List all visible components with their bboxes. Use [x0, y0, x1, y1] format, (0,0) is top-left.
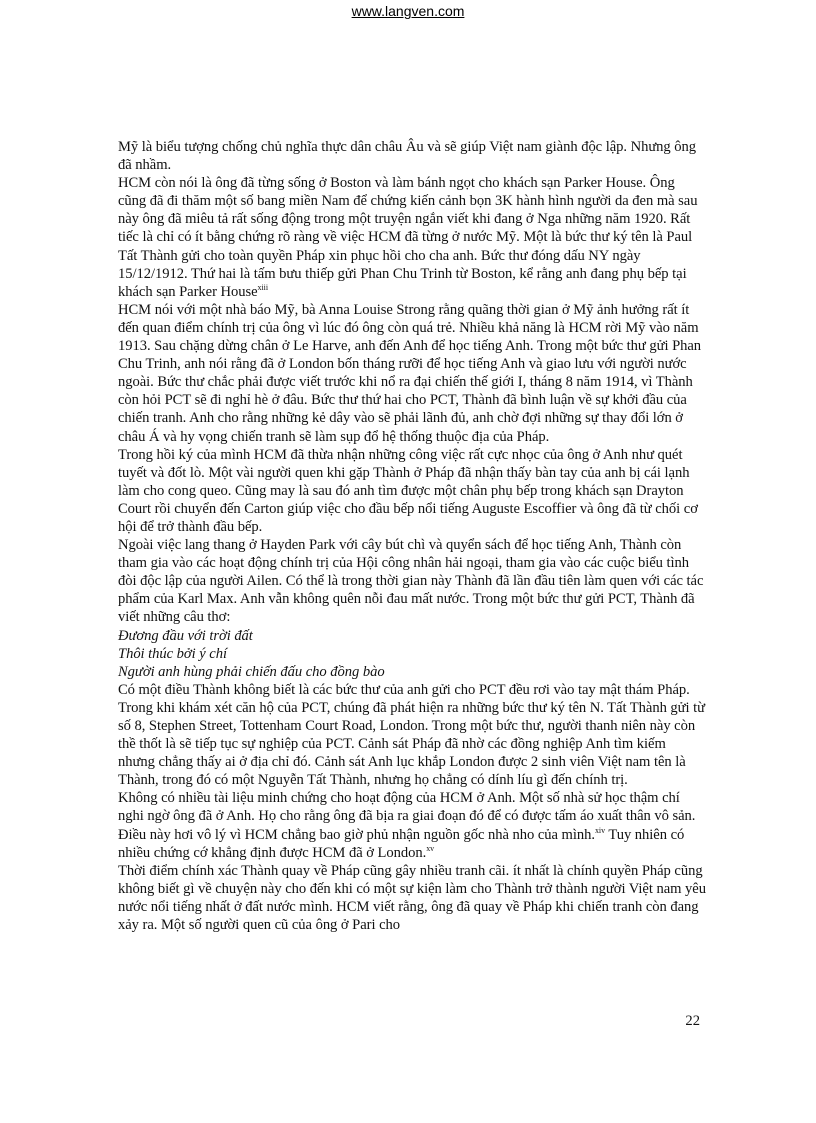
footnote-marker: xiv [594, 825, 606, 835]
page-number: 22 [685, 1013, 700, 1029]
paragraph: Ngoài việc lang thang ở Hayden Park với cây bút chì và quyển sách để học tiếng Anh, Thành còn tham gia vào các hoạt động chính trị của Hội công nhân hải ngoại, tham gia vào các cuộc biểu tình đòi độc lập của người Ailen. Có thể là trong thời gian này Thành đã lần đầu tiên làm quen với các tác phẩm của Karl Max. Anh vẫn không quên nỗi đau mất nước. Trong một bức thư gửi PCT, Thành đã viết những câu thơ: [118, 537, 704, 626]
poem-line: Đương đầu với trời đất [118, 627, 253, 644]
poem-line: Thôi thúc bởi ý chí [118, 645, 227, 662]
paragraph: Trong hồi ký của mình HCM đã thừa nhận những công việc rất cực nhọc của ông ở Anh như quét tuyết và đốt lò. Một vài người quen khi gặp Thành ở Pháp đã nhận thấy bàn tay của anh bị cái lạnh làm cho cong queo. Cũng may là sau đó anh tìm được một chân phụ bếp trong khách sạn Drayton Court rồi chuyển đến Carton giúp việc cho đầu bếp nổi tiếng Auguste Escoffier và ông đã từ chối cơ hội để trở thành đầu bếp. [118, 446, 698, 535]
poem-line: Người anh hùng phải chiến đấu cho đồng bào [118, 663, 385, 680]
paragraph: Thời điểm chính xác Thành quay về Pháp cũng gây nhiều tranh cãi. ít nhất là chính quyền Pháp cũng không biết gì về chuyện này cho đến khi có một sự kiện làm cho Thành trở thành người Việt nam yêu nước nổi tiếng nhất ở đất nước mình. HCM viết rằng, ông đã quay về Pháp khi chiến tranh còn đang xảy ra. Một số người quen cũ của ông ở Pari cho [118, 862, 706, 934]
site-link[interactable]: www.langven.com [351, 3, 465, 19]
footnote-marker: xv [426, 843, 435, 853]
paragraph: Có một điều Thành không biết là các bức thư của anh gửi cho PCT đều rơi vào tay mật thám Pháp. Trong khi khám xét căn hộ của PCT, chúng đã phát hiện ra những bức thư ký tên N. Tất Thành gửi từ số 8, Stephen Street, Tottenham Court Road, London. Trong một bức thư, người thanh niên này còn thề thốt là sẽ tiếp tục sự nghiệp của PCT. Cảnh sát Pháp đã nhờ các đồng nghiệp Anh tìm kiếm nhưng chẳng thấy ai ở địa chỉ đó. Cảnh sát Anh lục khắp London được 2 sinh viên Việt nam tên là Thành, trong đó có một Nguyễn Tất Thành, nhưng họ chẳng có dính líu gì đến chính trị. [118, 681, 706, 789]
paragraph-text: Không có nhiều tài liệu minh chứng cho hoạt động của HCM ở Anh. Một số nhà sử học thậm chí nghi ngờ ông đã ở Anh. Họ cho rằng ông đã bịa ra giai đoạn đó để có được tấm áo xuất thân vô sản. Điều này hơi vô lý vì HCM chẳng bao giờ phủ nhận nguồn gốc nhà nho của mình. [118, 790, 696, 843]
paragraph-text: Tuy nhiên có nhiều chứng cớ khẳng định được HCM đã ở London. [118, 826, 685, 861]
paragraph: HCM nói với một nhà báo Mỹ, bà Anna Louise Strong rằng quãng thời gian ở Mỹ ảnh hưởng rất ít đến quan điểm chính trị của ông vì lúc đó ông còn quá trẻ. Nhiều khả năng là HCM rời Mỹ vào năm 1913. Sau chặng dừng chân ở Le Harve, anh đến Anh để học tiếng Anh. Trong một bức thư gửi Phan Chu Trinh, anh nói rằng đã ở London bốn tháng rưỡi để học tiếng Anh và giao lưu với người nước ngoài. Bức thư chắc phải được viết trước khi nổ ra đại chiến thế giới I, tháng 8 năm 1914, vì Thành còn hỏi PCT sẽ đi nghỉ hè ở đâu. Bức thư thứ hai cho PCT, Thành đã bình luận về sự khởi đầu của chiến tranh. Anh cho rằng những kẻ dây vào sẽ phải lãnh đủ, anh chờ đợi những sự thay đổi lớn ở châu Á và hy vọng chiến tranh sẽ làm sụp đổ hệ thống thuộc địa của Pháp. [118, 301, 702, 445]
paragraph-text: HCM còn nói là ông đã từng sống ở Boston và làm bánh ngọt cho khách sạn Parker House. Ông cũng đã đi thăm một số bang miền Nam để chứng kiến cảnh bọn 3K hành hình người da đen mà sau này ông đã miêu tả rất sống động trong một truyện ngắn viết khi đang ở Nga những năm 1920. Rất tiếc là chỉ có ít bằng chứng rõ ràng về việc HCM đã từng ở nước Mỹ. Một là bức thư ký tên là Paul Tất Thành gửi cho toàn quyền Pháp xin phục hồi cho cha anh. Bức thư đóng dấu NY ngày 15/12/1912. Thứ hai là tấm bưu thiếp gửi Phan Chu Trinh từ Boston, kể rằng anh đang phụ bếp tại khách sạn Parker House [118, 175, 698, 300]
paragraph [118, 174, 706, 301]
document-body [118, 138, 706, 934]
footnote-marker: xiii [257, 282, 268, 292]
paragraph: Mỹ là biểu tượng chống chủ nghĩa thực dân châu Âu và sẽ giúp Việt nam giành độc lập. Nhưng ông đã nhầm. [118, 139, 697, 174]
paragraph [118, 789, 706, 861]
